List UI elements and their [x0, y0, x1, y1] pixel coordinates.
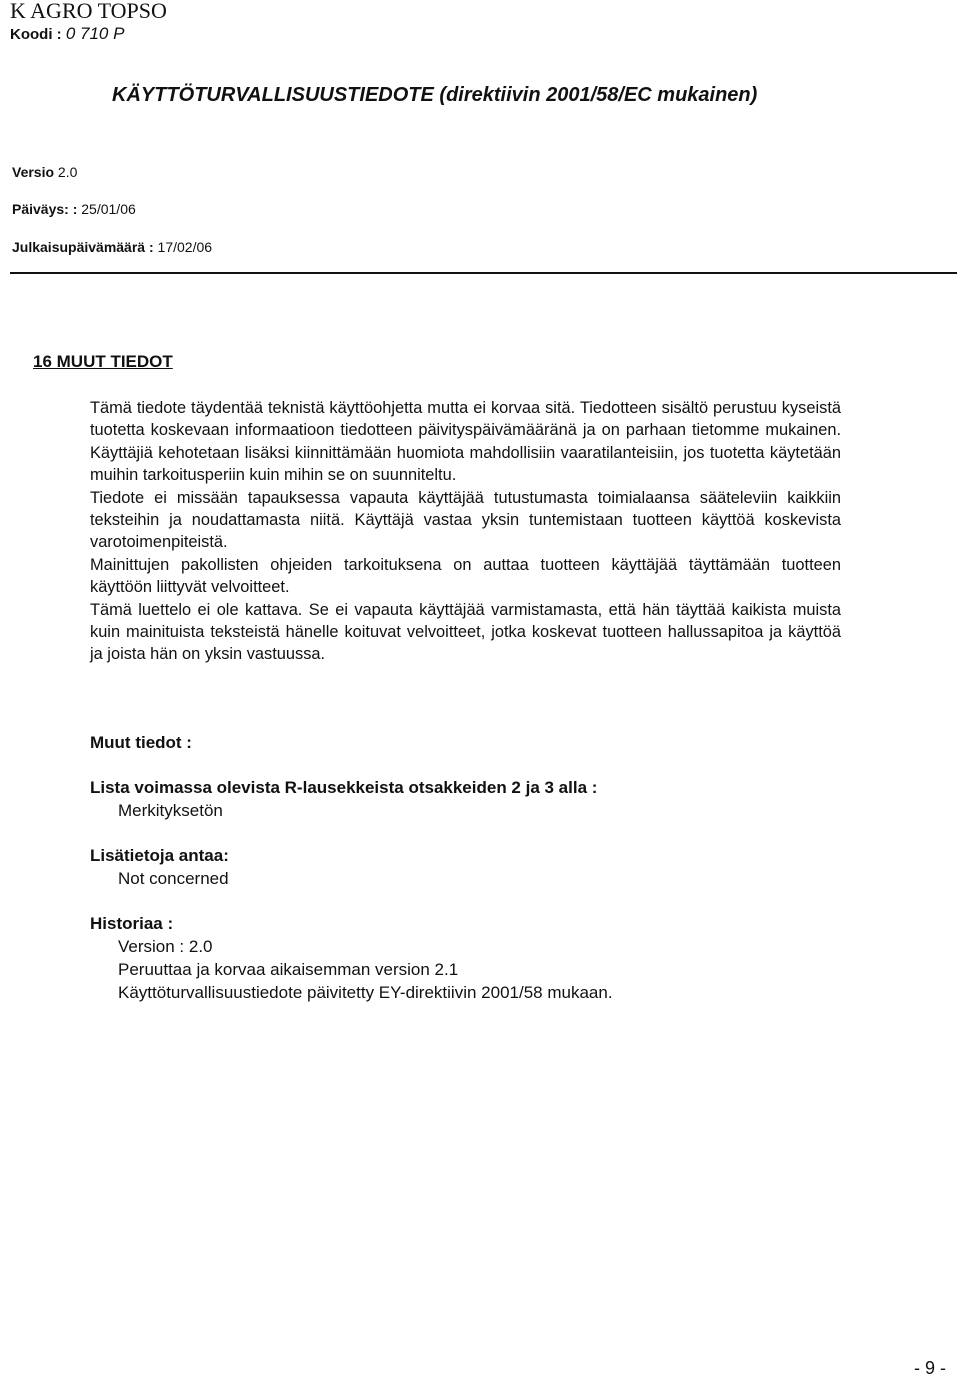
paragraph: Mainittujen pakollisten ohjeiden tarkoituksena on auttaa tuotteen käyttäjää täyttämään tuotteen käyttöön liittyvät velvoitteet.	[90, 555, 841, 597]
paragraph: Tiedote ei missään tapauksessa vapauta käyttäjää tutustumasta toimialaansa sääteleviin kaikkiin teksteihin ja noudattamasta niitä. Käyttäjä vastaa yksin tuntemistaan tuotteen käyttöä koskevista varotoimenpiteistä.	[90, 488, 841, 552]
contact-label: Lisätietoja antaa:	[90, 846, 229, 865]
history-line: Peruuttaa ja korvaa aikaisemman version 2.1	[118, 960, 459, 979]
r-phrases-label: Lista voimassa olevista R-lausekkeista otsakkeiden 2 ja 3 alla :	[90, 778, 598, 797]
contact-value: Not concerned	[118, 869, 229, 888]
document-title: KÄYTTÖTURVALLISUUSTIEDOTE (direktiivin 2001/58/EC mukainen)	[112, 84, 758, 106]
date-line	[12, 201, 136, 217]
product-code	[10, 24, 124, 44]
page-number: - 9 -	[914, 1358, 947, 1378]
paragraph: Tämä luettelo ei ole kattava. Se ei vapauta käyttäjää varmistamasta, että hän täyttää kaikista muista kuin mainituista teksteistä hänelle koituvat velvoitteet, jotka koskevat tuotteen hallussapitoa ja käyttöä ja joista hän on yksin vastuussa.	[90, 600, 841, 664]
release-date-label: Julkaisupäivämäärä :	[12, 239, 154, 255]
other-info-heading: Muut tiedot :	[90, 733, 192, 752]
product-code-label: Koodi :	[10, 26, 62, 43]
product-code-value: 0 710 P	[65, 24, 125, 43]
history-line: Version : 2.0	[118, 937, 213, 956]
version-label: Versio	[12, 164, 55, 180]
paragraph: Tämä tiedote täydentää teknistä käyttöohjetta mutta ei korvaa sitä. Tiedotteen sisältö perustuu kyseistä tuotetta koskevaan informaatioon tiedotteen päivityspäivämääränä ja on parhaan tietomme mukainen. Käyttäjiä kehotetaan lisäksi kiinnittämään huomiota mahdollisiin vaaratilanteisiin, jos tuotetta käytetään muihin tarkoitusperiin kuin mihin se on suunniteltu.	[90, 399, 841, 485]
section-title: 16 MUUT TIEDOT	[33, 352, 173, 371]
date-label: Päiväys: :	[12, 201, 78, 217]
history-line: Käyttöturvallisuustiedote päivitetty EY-direktiivin 2001/58 mukaan.	[118, 983, 613, 1002]
history-label: Historiaa :	[90, 914, 174, 933]
r-phrases-value: Merkityksetön	[118, 801, 223, 820]
release-date-value: 17/02/06	[157, 239, 213, 255]
company-name: K AGRO TOPSO	[10, 0, 167, 23]
version-line	[12, 164, 77, 180]
release-date-line	[12, 239, 212, 255]
header-divider	[10, 272, 957, 274]
section-body	[90, 397, 841, 666]
version-value: 2.0	[57, 164, 78, 180]
date-value: 25/01/06	[81, 201, 136, 217]
